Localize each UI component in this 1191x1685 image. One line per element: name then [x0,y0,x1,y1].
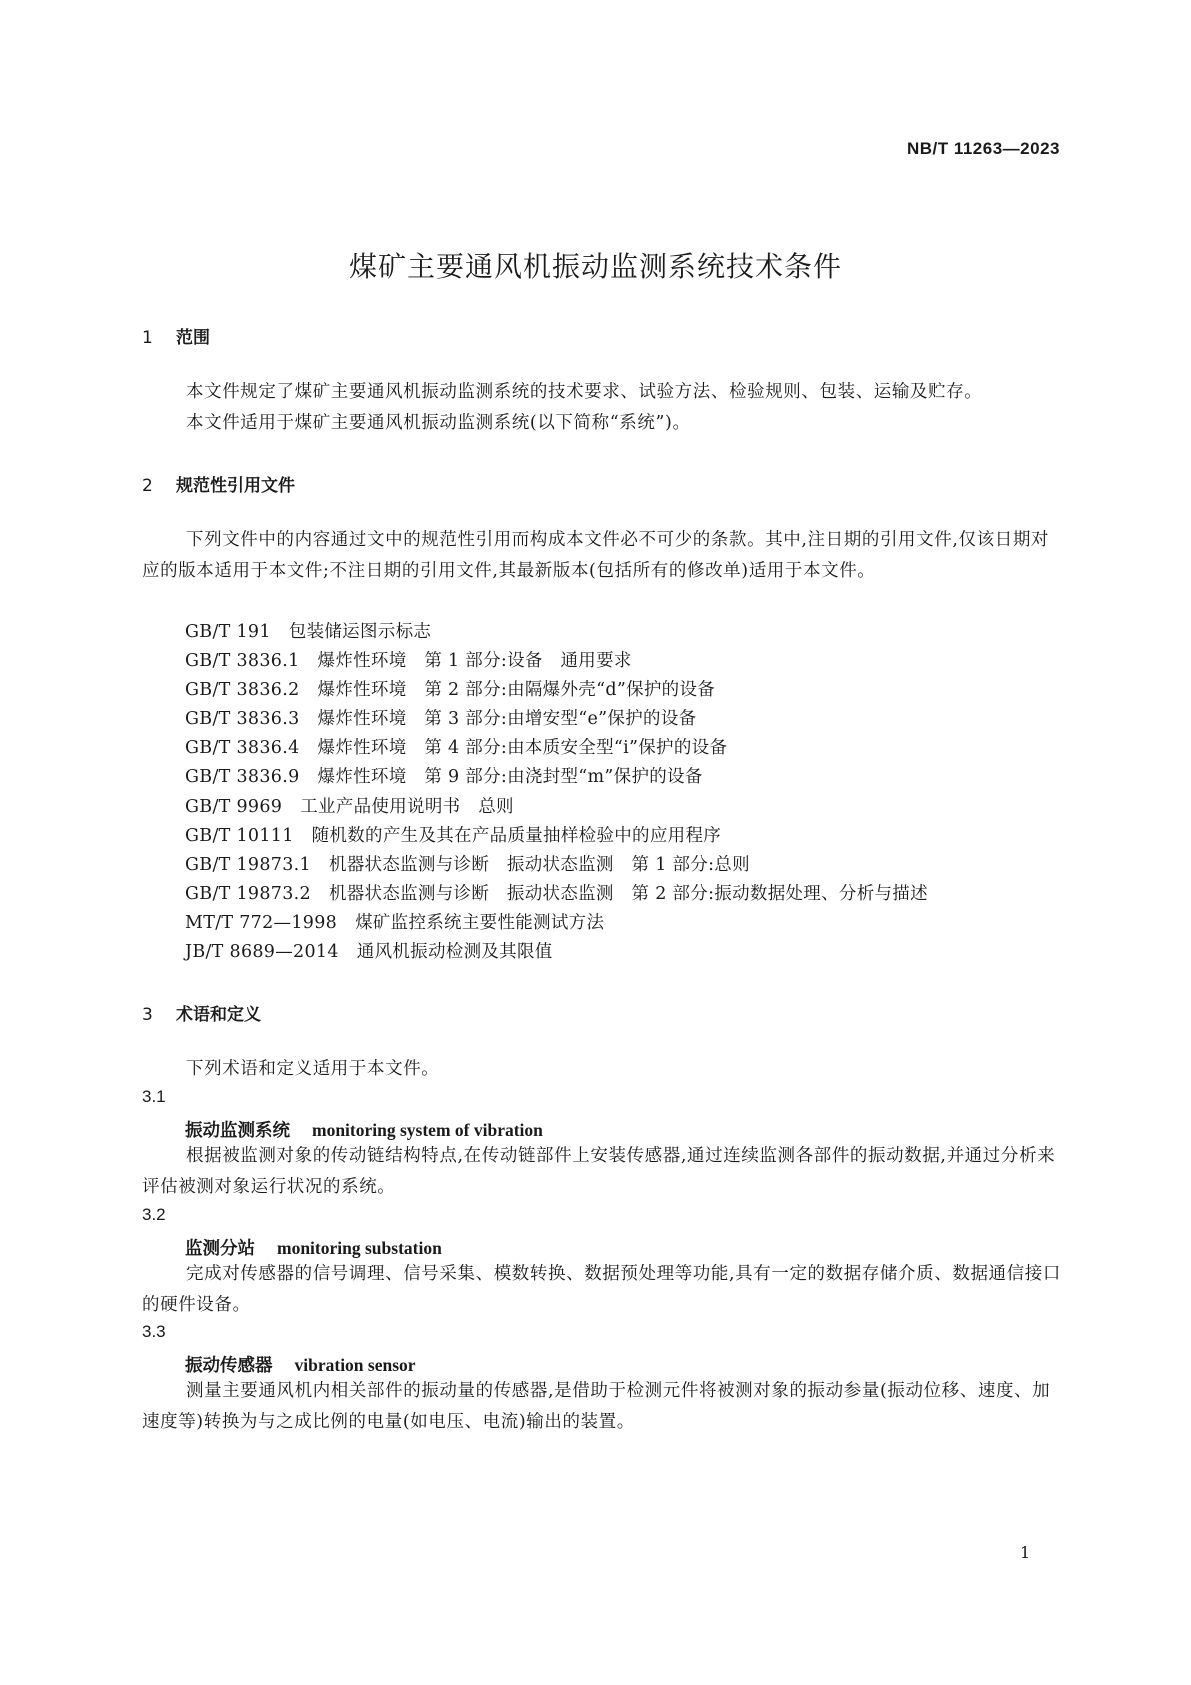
section-number: 2 [142,476,153,496]
reference-title: 通风机振动检测及其限值 [356,942,553,962]
document-code: NB/T 11263—2023 [906,139,1060,158]
reference-title: 煤矿监控系统主要性能测试方法 [355,913,605,933]
reference-item [185,705,696,730]
reference-item [185,938,553,963]
page-number: 1 [1020,1543,1031,1562]
reference-item [185,880,928,905]
reference-code: JB/T 8689—2014 [185,942,339,962]
paragraph: 本文件规定了煤矿主要通风机振动监测系统的技术要求、试验方法、检验规则、包装、运输及贮存。 [186,382,983,402]
reference-title: 爆炸性环境 第 4 部分:由本质安全型“i”保护的设备 [317,738,728,758]
reference-code: GB/T 3836.4 [185,738,300,758]
reference-code: GB/T 10111 [185,826,294,846]
reference-code: GB/T 3836.9 [185,767,300,787]
term-en: monitoring system of vibration [312,1120,543,1140]
reference-code: GB/T 191 [185,622,271,642]
term-number: 3.1 [142,1087,166,1106]
reference-code: GB/T 9969 [185,797,283,817]
reference-title: 工业产品使用说明书 总则 [300,797,514,817]
reference-code: GB/T 3836.2 [185,680,300,700]
term-definition: 测量主要通风机内相关部件的振动量的传感器,是借助于检测元件将被测对象的振动参量(振动位移、速度、加速度等)转换为与之成比例的电量(如电压、电流)输出的装置。 [142,1381,1051,1432]
term-zh: 监测分站 [185,1239,255,1259]
reference-title: 爆炸性环境 第 9 部分:由浇封型“m”保护的设备 [317,767,703,787]
term-heading [185,1352,416,1377]
section-title: 术语和定义 [176,1005,261,1025]
reference-item [185,647,632,672]
paragraph: 下列术语和定义适用于本文件。 [186,1059,440,1079]
reference-title: 机器状态监测与诊断 振动状态监测 第 2 部分:振动数据处理、分析与描述 [328,884,928,904]
reference-code: GB/T 3836.3 [185,709,300,729]
term-en: vibration sensor [294,1355,416,1375]
reference-title: 随机数的产生及其在产品质量抽样检验中的应用程序 [311,826,722,846]
term-en: monitoring substation [277,1238,442,1258]
reference-item [185,851,750,876]
term-zh: 振动传感器 [185,1356,273,1376]
term-heading [185,1117,543,1142]
reference-item [185,909,604,934]
reference-code: GB/T 19873.2 [185,884,311,904]
reference-item [185,734,727,759]
reference-item [185,793,514,818]
section-2-heading [142,471,295,496]
reference-item [185,676,715,701]
document-title: 煤矿主要通风机振动监测系统技术条件 [348,250,842,283]
section-3-heading [142,1000,261,1025]
reference-title: 机器状态监测与诊断 振动状态监测 第 1 部分:总则 [328,855,750,875]
section-1-heading [142,323,210,348]
reference-title: 包装储运图示标志 [288,622,432,642]
paragraph: 下列文件中的内容通过文中的规范性引用而构成本文件必不可少的条款。其中,注日期的引用文件,仅该日期对应的版本适用于本文件;不注日期的引用文件,其最新版本(包括所有的修改单)适用于本文件。 [142,530,1050,581]
section-number: 1 [142,328,153,348]
reference-code: GB/T 3836.1 [185,651,300,671]
paragraph: 本文件适用于煤矿主要通风机振动监测系统(以下简称“系统”)。 [186,413,691,433]
reference-title: 爆炸性环境 第 1 部分:设备 通用要求 [317,651,632,671]
term-number: 3.2 [142,1205,166,1224]
reference-item [185,618,431,643]
section-title: 范围 [176,328,210,348]
section-title: 规范性引用文件 [176,476,295,496]
term-heading [185,1235,442,1260]
reference-item [185,763,703,788]
term-definition: 完成对传感器的信号调理、信号采集、模数转换、数据预处理等功能,具有一定的数据存储介质、数据通信接口的硬件设备。 [142,1264,1061,1315]
term-definition: 根据被监测对象的传动链结构特点,在传动链部件上安装传感器,通过连续监测各部件的振动数据,并通过分析来评估被测对象运行状况的系统。 [142,1146,1056,1197]
section-number: 3 [142,1005,153,1025]
reference-title: 爆炸性环境 第 2 部分:由隔爆外壳“d”保护的设备 [317,680,716,700]
term-zh: 振动监测系统 [185,1121,290,1141]
reference-item [185,822,721,847]
reference-code: GB/T 19873.1 [185,855,311,875]
reference-code: MT/T 772—1998 [185,913,338,933]
reference-title: 爆炸性环境 第 3 部分:由增安型“e”保护的设备 [317,709,697,729]
term-number: 3.3 [142,1322,166,1341]
